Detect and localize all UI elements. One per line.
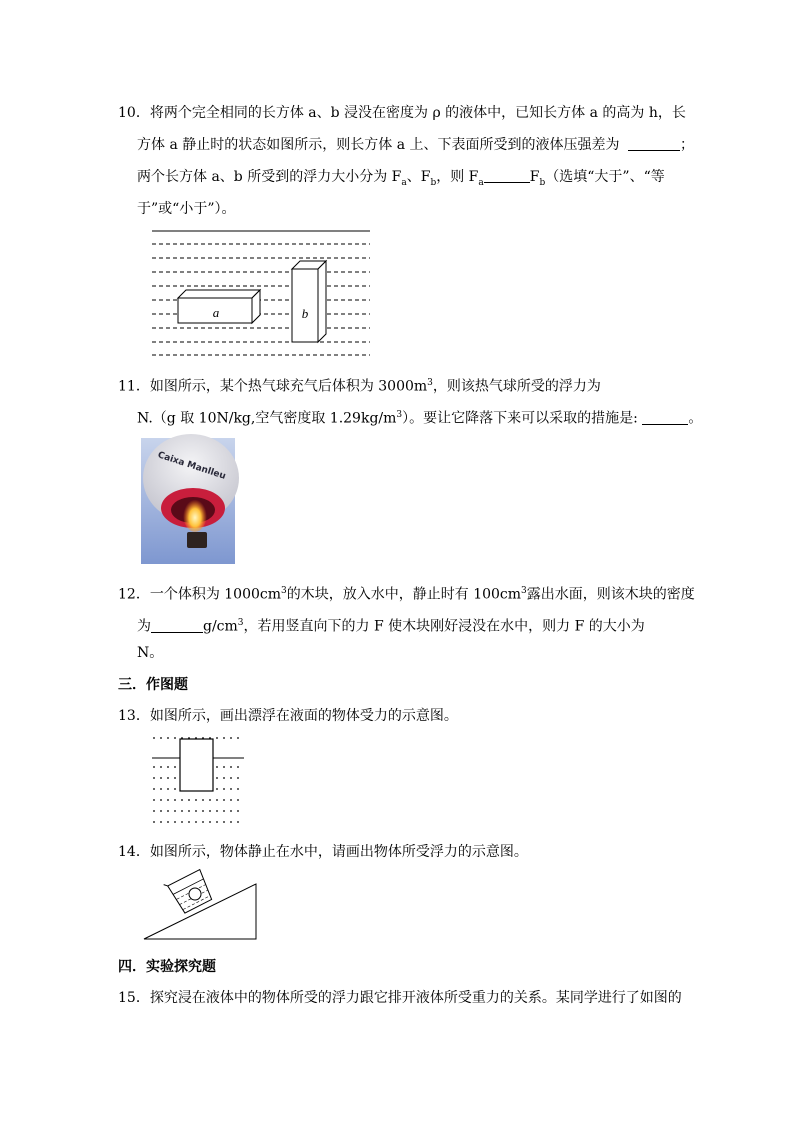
q10-line-3: 两个长方体 a、b 所受到的浮力大小分为 $F_a$、$F_b$，则 $F_a$ $F_b$（选填“大于”、“等 <box>137 169 665 188</box>
q11-line-1: 11．如图所示，某个热气球充气后体积为 $3000m^3$，则该热气球所受的浮力为 <box>118 378 601 395</box>
q12-line-1: 12．一个体积为 $1000cm^3$的木块，放入水中，静止时有 $100cm^3$露出水面，则该木块的密度 <box>118 586 695 603</box>
label-b: b <box>301 306 309 321</box>
section-heading-3: 三．作图题 <box>118 677 188 693</box>
section-heading-4: 四．实验探究题 <box>118 959 216 975</box>
q10-line-1: 10．将两个完全相同的长方体 a、b 浸没在密度为 ρ 的液体中，已知长方体 a 的高为 h，长 <box>118 105 686 121</box>
q15-text: 15．探究浸在液体中的物体所受的浮力跟它排开液体所受重力的关系。某同学进行了如图的 <box>118 990 682 1006</box>
ball <box>189 888 201 900</box>
hot-air-balloon-photo <box>141 438 235 564</box>
block-b <box>292 261 326 342</box>
q12-line-3: N。 <box>137 645 164 661</box>
answer-blank[interactable] <box>628 136 680 151</box>
balloon-text: Caixa Manlleu <box>156 450 227 482</box>
q14-figure <box>143 872 259 942</box>
q13-text: 13．如图所示，画出漂浮在液面的物体受力的示意图。 <box>118 708 458 724</box>
answer-blank[interactable] <box>151 618 203 633</box>
q12-line-2: 为 $g/cm^3$，若用竖直向下的力 F 使木块刚好浸没在水中，则力 F 的大小为 <box>137 618 645 635</box>
q10-figure <box>150 228 372 358</box>
answer-blank[interactable] <box>484 168 530 183</box>
q14-text: 14．如图所示，物体静止在水中，请画出物体所受浮力的示意图。 <box>118 844 528 860</box>
label-a: a <box>212 305 220 320</box>
answer-blank[interactable] <box>642 410 688 425</box>
q10-line-4: 于”或“小于”）。 <box>137 201 236 217</box>
q13-figure <box>150 738 246 828</box>
floating-block <box>180 739 213 791</box>
q11-line-2: N.（g 取 10N/kg,空气密度取 $1.29kg/m^3$）。要让它降落下来可以采取的措施是: 。 <box>137 410 703 427</box>
q10-line-2: 方体 a 静止时的状态如图所示，则长方体 a 上、下表面所受到的液体压强差为 ； <box>137 137 694 153</box>
